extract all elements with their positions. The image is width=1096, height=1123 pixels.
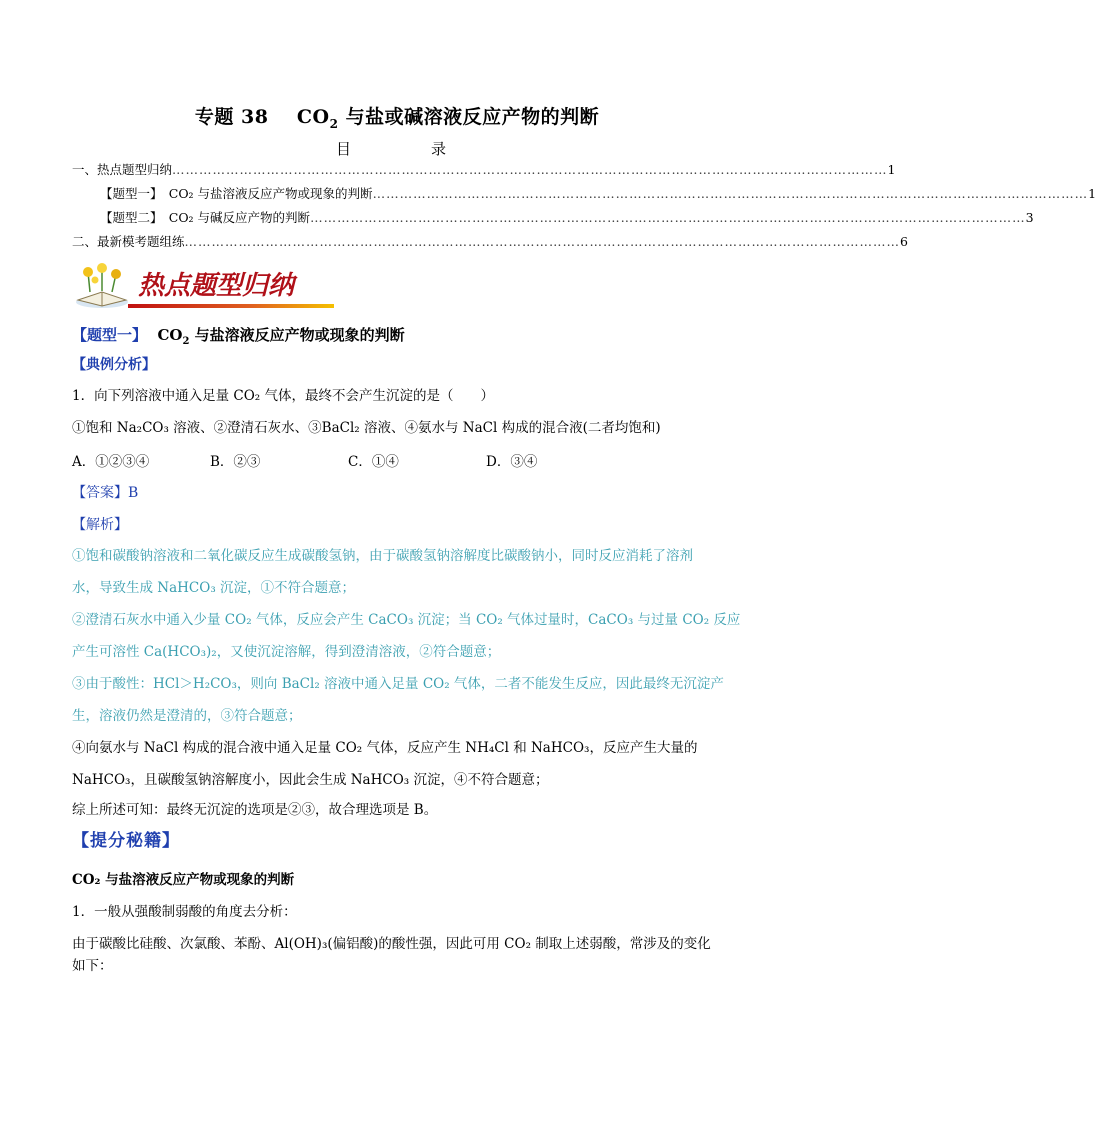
title-suffix: 与盐或碱溶液反应产物的判断 bbox=[338, 106, 600, 128]
banner-underline bbox=[128, 304, 334, 308]
analysis-line: 产生可溶性 Ca(HCO₃)₂，又使沉淀溶解，得到澄清溶液，②符合题意； bbox=[72, 644, 501, 660]
analysis-line: ④向氨水与 NaCl 构成的混合液中通入足量 CO₂ 气体，反应产生 NH₄Cl 和 NaHCO₃，反应产生大量的 bbox=[72, 740, 698, 756]
toc-item-label: 一、热点题型归纳 bbox=[72, 162, 173, 177]
option-d: D．③④ bbox=[486, 454, 538, 470]
analysis-line: 综上所述可知：最终无沉淀的选项是②③，故合理选项是 B。 bbox=[72, 802, 438, 818]
question-items: ①饱和 Na₂CO₃ 溶液、②澄清石灰水、③BaCl₂ 溶液、④氨水与 NaCl 构成的混合液(二者均饱和) bbox=[72, 420, 661, 436]
analysis-line: NaHCO₃，且碳酸氢钠溶解度小，因此会生成 NaHCO₃ 沉淀，④不符合题意； bbox=[72, 772, 549, 788]
toc-item-page: 3 bbox=[1025, 210, 1034, 225]
title-prefix: 专题 38 bbox=[194, 106, 269, 128]
title-co: CO bbox=[296, 106, 330, 128]
section-title-sub: 2 bbox=[182, 336, 190, 347]
option-a: A．①②③④ bbox=[72, 454, 150, 470]
tips-line: 1．一般从强酸制弱酸的角度去分析： bbox=[72, 904, 297, 920]
toc-item-page: 1 bbox=[1088, 186, 1096, 201]
section-tag: 【题型一】 bbox=[72, 326, 148, 344]
banner-text: 热点题型归纳 bbox=[138, 271, 295, 301]
section-title bbox=[72, 324, 405, 347]
toc-item-label: 【题型二】 CO₂ 与碱反应产物的判断 bbox=[100, 210, 311, 225]
tips-heading: CO₂ 与盐溶液反应产物或现象的判断 bbox=[72, 872, 295, 888]
tips-line: 如下： bbox=[72, 958, 113, 974]
answer-label: 【答案】B bbox=[72, 485, 139, 501]
toc-item-3[interactable] bbox=[100, 208, 1034, 226]
toc-item-2[interactable] bbox=[100, 184, 1096, 202]
tips-label: 【提分秘籍】 bbox=[72, 831, 180, 851]
tips-line: 由于碳酸比硅酸、次氯酸、苯酚、Al(OH)₃(偏铝酸)的酸性强，因此可用 CO₂ 制取上述弱酸，常涉及的变化 bbox=[72, 936, 711, 952]
toc-leader: …………………………………………………………………………………………………………………………………………… bbox=[310, 210, 1026, 225]
toc-item-page: 1 bbox=[887, 162, 896, 177]
title-sub-2: 2 bbox=[329, 116, 339, 131]
analysis-line: ②澄清石灰水中通入少量 CO₂ 气体，反应会产生 CaCO₃ 沉淀；当 CO₂ 气体过量时，CaCO₃ 与过量 CO₂ 反应 bbox=[72, 612, 741, 628]
document-title bbox=[0, 102, 794, 131]
section-title-text: 与盐溶液反应产物或现象的判断 bbox=[189, 326, 405, 344]
book-flower-icon bbox=[76, 263, 128, 308]
analysis-line: ③由于酸性：HCl＞H₂CO₃，则向 BaCl₂ 溶液中通入足量 CO₂ 气体，二者不能发生反应，因此最终无沉淀产 bbox=[72, 676, 724, 692]
toc-heading-right: 录 bbox=[431, 140, 447, 158]
question-stem: 1．向下列溶液中通入足量 CO₂ 气体，最终不会产生沉淀的是（ ） bbox=[72, 388, 494, 404]
analysis-line: 生，溶液仍然是澄清的，③符合题意； bbox=[72, 708, 302, 724]
analysis-line: ①饱和碳酸钠溶液和二氧化碳反应生成碳酸氢钠，由于碳酸氢钠溶解度比碳酸钠小，同时反应消耗了溶剂 bbox=[72, 548, 693, 564]
analysis-line: 水，导致生成 NaHCO₃ 沉淀，①不符合题意； bbox=[72, 580, 356, 596]
toc-item-4[interactable] bbox=[72, 232, 908, 250]
toc-item-page: 6 bbox=[900, 234, 908, 249]
section-title-co: CO bbox=[157, 326, 183, 344]
toc-leader: …………………………………………………………………………………………………………………………………………… bbox=[172, 162, 888, 177]
toc-leader: …………………………………………………………………………………………………………………………………………… bbox=[184, 234, 901, 249]
option-b: B．②③ bbox=[210, 454, 261, 470]
toc-item-label: 【题型一】 CO₂ 与盐溶液反应产物或现象的判断 bbox=[100, 186, 373, 201]
analysis-label: 【解析】 bbox=[72, 517, 128, 533]
section-banner bbox=[72, 262, 336, 314]
toc-item-label: 二、最新模考题组练 bbox=[72, 234, 185, 249]
toc-heading bbox=[336, 138, 446, 159]
toc-leader: …………………………………………………………………………………………………………………………………………… bbox=[372, 186, 1089, 201]
example-label: 【典例分析】 bbox=[72, 357, 156, 373]
toc-item-1[interactable] bbox=[72, 160, 896, 178]
toc-heading-left: 目 bbox=[336, 140, 352, 158]
option-c: C．①④ bbox=[348, 454, 399, 470]
